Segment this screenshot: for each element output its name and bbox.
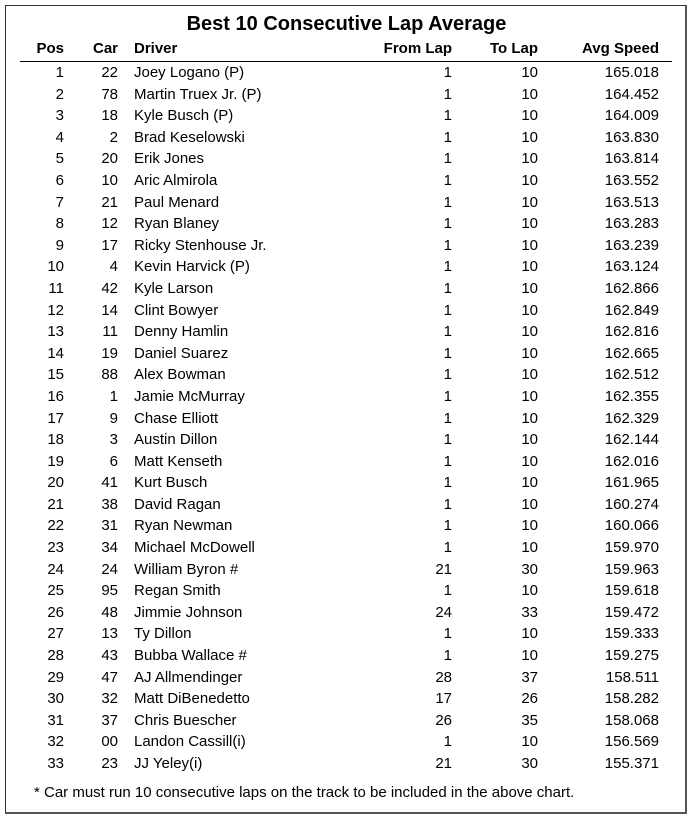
table-row — [0, 601, 698, 623]
cell-to-lap: 10 — [521, 107, 538, 125]
table-row — [0, 169, 698, 191]
cell-avg-speed: 163.124 — [604, 258, 659, 276]
cell-car: 12 — [101, 215, 118, 233]
cell-car: 78 — [101, 85, 118, 103]
results-table-body — [0, 61, 698, 774]
table-row — [0, 558, 698, 580]
cell-from-lap: 1 — [443, 107, 452, 125]
cell-to-lap: 10 — [521, 452, 538, 470]
cell-driver: Alex Bowman — [134, 366, 226, 384]
cell-car: 3 — [109, 431, 118, 449]
cell-avg-speed: 162.849 — [604, 301, 659, 319]
cell-to-lap: 10 — [521, 85, 538, 103]
table-row — [0, 730, 698, 752]
cell-to-lap: 33 — [521, 603, 538, 621]
cell-pos: 3 — [55, 107, 64, 125]
cell-pos: 14 — [47, 344, 64, 362]
cell-to-lap: 10 — [521, 193, 538, 211]
cell-to-lap: 10 — [521, 431, 538, 449]
column-header-driver: Driver — [134, 40, 178, 57]
cell-avg-speed: 165.018 — [604, 64, 659, 81]
cell-from-lap: 1 — [443, 387, 452, 405]
cell-to-lap: 10 — [521, 150, 538, 168]
cell-pos: 7 — [55, 193, 64, 211]
table-row — [0, 407, 698, 429]
cell-avg-speed: 163.283 — [604, 215, 659, 233]
column-header-to-lap: To Lap — [489, 40, 538, 57]
cell-to-lap: 10 — [521, 323, 538, 341]
cell-to-lap: 10 — [521, 474, 538, 492]
cell-avg-speed: 162.144 — [604, 431, 659, 449]
cell-driver: Matt DiBenedetto — [134, 690, 250, 708]
cell-car: 32 — [101, 690, 118, 708]
cell-from-lap: 1 — [443, 539, 452, 557]
cell-pos: 9 — [55, 236, 64, 254]
cell-pos: 17 — [47, 409, 64, 427]
cell-pos: 27 — [47, 625, 64, 643]
cell-car: 9 — [109, 409, 118, 427]
cell-driver: Brad Keselowski — [134, 128, 245, 146]
cell-to-lap: 10 — [521, 582, 538, 600]
cell-driver: Daniel Suarez — [134, 344, 229, 362]
cell-pos: 29 — [47, 668, 64, 686]
cell-avg-speed: 163.513 — [604, 193, 659, 211]
cell-to-lap: 30 — [521, 755, 538, 772]
table-row — [0, 191, 698, 213]
cell-to-lap: 10 — [521, 366, 538, 384]
cell-driver: Joey Logano (P) — [134, 64, 245, 81]
cell-to-lap: 10 — [521, 647, 538, 665]
cell-car: 41 — [101, 474, 118, 492]
column-header-from-lap: From Lap — [383, 40, 452, 57]
cell-avg-speed: 158.511 — [605, 668, 659, 686]
cell-car: 47 — [101, 668, 118, 686]
cell-pos: 28 — [47, 647, 64, 665]
table-row — [0, 104, 698, 126]
cell-from-lap: 26 — [435, 711, 452, 729]
cell-car: 42 — [101, 279, 118, 297]
cell-car: 37 — [101, 711, 118, 729]
cell-driver: Regan Smith — [134, 582, 221, 600]
cell-driver: Bubba Wallace # — [134, 647, 247, 665]
cell-car: 11 — [102, 323, 118, 341]
cell-from-lap: 1 — [443, 409, 452, 427]
table-row — [0, 255, 698, 277]
cell-to-lap: 10 — [521, 539, 538, 557]
cell-from-lap: 1 — [443, 150, 452, 168]
cell-avg-speed: 163.830 — [604, 128, 659, 146]
cell-pos: 19 — [47, 452, 64, 470]
cell-pos: 26 — [47, 603, 64, 621]
cell-to-lap: 26 — [521, 690, 538, 708]
cell-avg-speed: 163.239 — [604, 236, 659, 254]
cell-pos: 16 — [47, 387, 64, 405]
cell-avg-speed: 155.371 — [604, 755, 659, 772]
cell-driver: Michael McDowell — [134, 539, 255, 557]
cell-avg-speed: 162.329 — [604, 409, 659, 427]
cell-avg-speed: 162.816 — [604, 323, 659, 341]
cell-driver: Ty Dillon — [134, 625, 192, 643]
table-row — [0, 342, 698, 364]
table-row — [0, 299, 698, 321]
table-row — [0, 622, 698, 644]
cell-avg-speed: 163.552 — [604, 171, 659, 189]
cell-car: 18 — [101, 107, 118, 125]
cell-car: 23 — [101, 755, 118, 772]
cell-from-lap: 1 — [443, 171, 452, 189]
cell-from-lap: 1 — [443, 474, 452, 492]
cell-from-lap: 1 — [443, 366, 452, 384]
column-header-pos: Pos — [36, 40, 64, 57]
cell-from-lap: 1 — [443, 517, 452, 535]
cell-from-lap: 1 — [443, 323, 452, 341]
cell-pos: 4 — [55, 128, 64, 146]
cell-avg-speed: 164.009 — [604, 107, 659, 125]
cell-pos: 15 — [47, 366, 64, 384]
cell-avg-speed: 162.512 — [604, 366, 659, 384]
cell-driver: Ryan Blaney — [134, 215, 220, 233]
table-row — [0, 234, 698, 256]
cell-driver: Aric Almirola — [134, 171, 218, 189]
cell-car: 48 — [101, 603, 118, 621]
cell-from-lap: 1 — [443, 279, 452, 297]
cell-car: 88 — [101, 366, 118, 384]
cell-pos: 21 — [47, 495, 64, 513]
cell-avg-speed: 162.665 — [604, 344, 659, 362]
cell-driver: Chase Elliott — [134, 409, 219, 427]
cell-pos: 22 — [47, 517, 64, 535]
cell-from-lap: 1 — [443, 344, 452, 362]
table-row — [0, 277, 698, 299]
cell-from-lap: 1 — [443, 582, 452, 600]
cell-pos: 10 — [47, 258, 64, 276]
cell-car: 14 — [101, 301, 118, 319]
table-row — [0, 752, 698, 774]
table-row — [0, 320, 698, 342]
cell-from-lap: 1 — [443, 625, 452, 643]
table-row — [0, 83, 698, 105]
cell-avg-speed: 159.963 — [604, 560, 659, 578]
cell-pos: 33 — [47, 755, 64, 772]
cell-pos: 30 — [47, 690, 64, 708]
cell-to-lap: 10 — [521, 258, 538, 276]
cell-to-lap: 10 — [521, 128, 538, 146]
cell-avg-speed: 163.814 — [604, 150, 659, 168]
cell-car: 4 — [109, 258, 118, 276]
table-row — [0, 428, 698, 450]
cell-car: 21 — [101, 193, 118, 211]
cell-pos: 12 — [47, 301, 64, 319]
cell-driver: Kyle Busch (P) — [134, 107, 234, 125]
cell-driver: Matt Kenseth — [134, 452, 223, 470]
cell-driver: David Ragan — [134, 495, 221, 513]
table-row — [0, 514, 698, 536]
cell-avg-speed: 160.274 — [604, 495, 659, 513]
cell-avg-speed: 162.355 — [604, 387, 659, 405]
cell-avg-speed: 162.866 — [604, 279, 659, 297]
cell-to-lap: 10 — [521, 171, 538, 189]
cell-from-lap: 1 — [443, 236, 452, 254]
table-row — [0, 363, 698, 385]
cell-from-lap: 1 — [443, 733, 452, 751]
table-row — [0, 212, 698, 234]
column-header-avg-speed: Avg Speed — [582, 40, 659, 57]
cell-driver: Kyle Larson — [134, 279, 214, 297]
cell-from-lap: 21 — [435, 560, 452, 578]
cell-from-lap: 1 — [443, 301, 452, 319]
table-row — [0, 644, 698, 666]
cell-to-lap: 37 — [521, 668, 538, 686]
cell-driver: Landon Cassill(i) — [134, 733, 246, 751]
cell-car: 31 — [101, 517, 118, 535]
cell-car: 6 — [109, 452, 118, 470]
cell-from-lap: 24 — [435, 603, 452, 621]
cell-driver: Martin Truex Jr. (P) — [134, 85, 262, 103]
cell-from-lap: 1 — [443, 193, 452, 211]
table-row — [0, 666, 698, 688]
cell-car: 2 — [109, 128, 118, 146]
cell-driver: Kurt Busch — [134, 474, 208, 492]
cell-pos: 5 — [55, 150, 64, 168]
cell-from-lap: 1 — [443, 215, 452, 233]
cell-car: 10 — [101, 171, 118, 189]
table-row — [0, 493, 698, 515]
table-row — [0, 709, 698, 731]
cell-car: 1 — [109, 387, 118, 405]
cell-car: 19 — [101, 344, 118, 362]
cell-pos: 32 — [47, 733, 64, 751]
cell-to-lap: 10 — [521, 344, 538, 362]
cell-pos: 11 — [48, 279, 64, 297]
table-row — [0, 536, 698, 558]
cell-car: 22 — [101, 64, 118, 81]
cell-to-lap: 10 — [521, 64, 538, 81]
cell-to-lap: 35 — [521, 711, 538, 729]
cell-avg-speed: 164.452 — [604, 85, 659, 103]
cell-car: 17 — [101, 236, 118, 254]
table-row — [0, 61, 698, 83]
cell-avg-speed: 159.970 — [604, 539, 659, 557]
cell-driver: Kevin Harvick (P) — [134, 258, 250, 276]
cell-driver: Austin Dillon — [134, 431, 218, 449]
table-row — [0, 471, 698, 493]
cell-driver: Denny Hamlin — [134, 323, 229, 341]
cell-avg-speed: 158.068 — [604, 711, 659, 729]
cell-driver: Clint Bowyer — [134, 301, 219, 319]
table-row — [0, 579, 698, 601]
cell-from-lap: 28 — [435, 668, 452, 686]
cell-pos: 23 — [47, 539, 64, 557]
cell-pos: 6 — [55, 171, 64, 189]
cell-avg-speed: 159.618 — [604, 582, 659, 600]
table-row — [0, 687, 698, 709]
cell-car: 24 — [101, 560, 118, 578]
cell-from-lap: 1 — [443, 452, 452, 470]
cell-pos: 13 — [47, 323, 64, 341]
cell-from-lap: 1 — [443, 85, 452, 103]
table-row — [0, 147, 698, 169]
cell-driver: Jimmie Johnson — [134, 603, 243, 621]
cell-avg-speed: 159.275 — [604, 647, 659, 665]
cell-to-lap: 10 — [521, 387, 538, 405]
cell-car: 34 — [101, 539, 118, 557]
report-title: Best 10 Consecutive Lap Average — [186, 13, 507, 35]
cell-to-lap: 10 — [521, 236, 538, 254]
cell-from-lap: 1 — [443, 128, 452, 146]
cell-avg-speed: 156.569 — [604, 733, 659, 751]
cell-from-lap: 17 — [435, 690, 452, 708]
cell-to-lap: 10 — [521, 409, 538, 427]
table-row — [0, 126, 698, 148]
cell-driver: Ryan Newman — [134, 517, 233, 535]
cell-from-lap: 21 — [435, 755, 452, 772]
table-row — [0, 385, 698, 407]
cell-from-lap: 1 — [443, 647, 452, 665]
cell-pos: 18 — [47, 431, 64, 449]
cell-car: 43 — [101, 647, 118, 665]
cell-driver: Paul Menard — [134, 193, 220, 211]
cell-avg-speed: 161.965 — [604, 474, 659, 492]
cell-driver: William Byron # — [134, 560, 239, 578]
cell-car: 38 — [101, 495, 118, 513]
cell-driver: AJ Allmendinger — [134, 668, 243, 686]
cell-driver: Chris Buescher — [134, 711, 237, 729]
cell-pos: 8 — [55, 215, 64, 233]
cell-pos: 31 — [47, 711, 64, 729]
cell-driver: Jamie McMurray — [134, 387, 245, 405]
cell-from-lap: 1 — [443, 258, 452, 276]
cell-from-lap: 1 — [443, 495, 452, 513]
cell-pos: 20 — [47, 474, 64, 492]
cell-driver: Erik Jones — [134, 150, 205, 168]
footnote: * Car must run 10 consecutive laps on the track to be included in the above chart. — [34, 784, 575, 801]
cell-avg-speed: 162.016 — [604, 452, 659, 470]
cell-pos: 25 — [47, 582, 64, 600]
cell-to-lap: 10 — [521, 215, 538, 233]
cell-avg-speed: 158.282 — [604, 690, 659, 708]
cell-from-lap: 1 — [443, 64, 452, 81]
cell-to-lap: 10 — [521, 279, 538, 297]
cell-pos: 24 — [47, 560, 64, 578]
cell-avg-speed: 159.333 — [604, 625, 659, 643]
cell-pos: 1 — [55, 64, 64, 81]
cell-car: 95 — [101, 582, 118, 600]
table-row — [0, 450, 698, 472]
cell-avg-speed: 160.066 — [604, 517, 659, 535]
cell-to-lap: 10 — [521, 733, 538, 751]
cell-to-lap: 10 — [521, 301, 538, 319]
cell-to-lap: 10 — [521, 625, 538, 643]
cell-driver: Ricky Stenhouse Jr. — [134, 236, 267, 254]
cell-car: 13 — [101, 625, 118, 643]
cell-driver: JJ Yeley(i) — [134, 755, 203, 772]
cell-to-lap: 30 — [521, 560, 538, 578]
cell-from-lap: 1 — [443, 431, 452, 449]
column-header-car: Car — [92, 40, 118, 57]
cell-avg-speed: 159.472 — [604, 603, 659, 621]
cell-car: 20 — [101, 150, 118, 168]
cell-to-lap: 10 — [521, 495, 538, 513]
cell-to-lap: 10 — [521, 517, 538, 535]
cell-pos: 2 — [55, 85, 64, 103]
cell-car: 00 — [101, 733, 118, 751]
